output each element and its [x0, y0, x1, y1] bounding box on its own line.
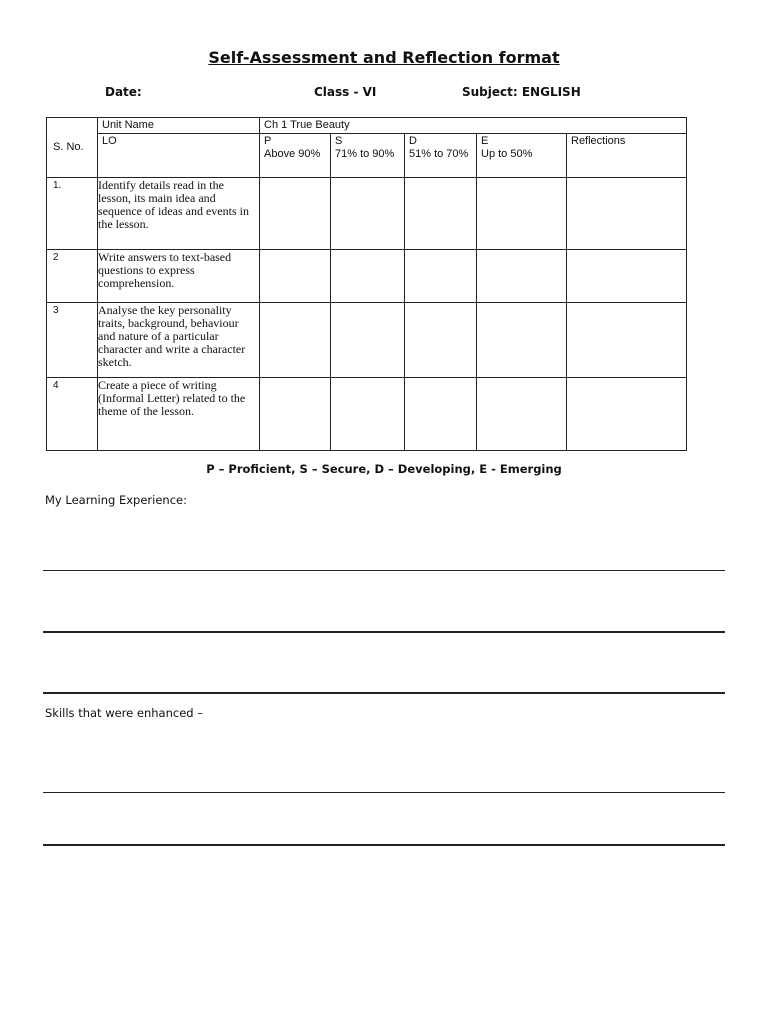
- subject-label: Subject: ENGLISH: [462, 85, 581, 99]
- writing-line[interactable]: [43, 570, 725, 571]
- table-row: [47, 178, 687, 250]
- p-cell[interactable]: [260, 303, 331, 378]
- lo-header: LO: [98, 134, 260, 178]
- e-cell[interactable]: [477, 250, 567, 303]
- level-range: Up to 50%: [481, 148, 533, 160]
- writing-line[interactable]: [43, 631, 725, 633]
- page-title: Self-Assessment and Reflection format: [208, 48, 560, 67]
- s-cell[interactable]: [331, 178, 405, 250]
- s-cell[interactable]: [331, 250, 405, 303]
- table-row: [47, 303, 687, 378]
- p-cell[interactable]: [260, 250, 331, 303]
- writing-line[interactable]: [43, 844, 725, 846]
- level-range: Above 90%: [264, 148, 321, 160]
- level-header-d: [405, 134, 477, 178]
- level-range: 71% to 90%: [335, 148, 395, 160]
- e-cell[interactable]: [477, 178, 567, 250]
- writing-line[interactable]: [43, 692, 725, 694]
- level-legend: P – Proficient, S – Secure, D – Developing, E - Emerging: [206, 462, 562, 476]
- row-sno: 4: [47, 378, 98, 451]
- row-lo: Create a piece of writing (Informal Letter) related to the theme of the lesson.: [98, 378, 260, 451]
- unit-name-value: Ch 1 True Beauty: [260, 118, 687, 134]
- reflection-cell[interactable]: [567, 378, 687, 451]
- date-label: Date:: [105, 85, 142, 99]
- d-cell[interactable]: [405, 250, 477, 303]
- reflections-header: Reflections: [567, 134, 687, 178]
- unit-name-label: Unit Name: [98, 118, 260, 134]
- d-cell[interactable]: [405, 303, 477, 378]
- level-header-p: [260, 134, 331, 178]
- s-cell[interactable]: [331, 378, 405, 451]
- writing-line[interactable]: [43, 792, 725, 793]
- table-row: [47, 378, 687, 451]
- row-lo: Identify details read in the lesson, its main idea and sequence of ideas and events in the lesson.: [98, 178, 260, 250]
- e-cell[interactable]: [477, 378, 567, 451]
- row-sno: 2: [47, 250, 98, 303]
- reflection-cell[interactable]: [567, 303, 687, 378]
- reflection-cell[interactable]: [567, 178, 687, 250]
- level-header-e: [477, 134, 567, 178]
- row-lo: Write answers to text-based questions to express comprehension.: [98, 250, 260, 303]
- p-cell[interactable]: [260, 378, 331, 451]
- s-cell[interactable]: [331, 303, 405, 378]
- d-cell[interactable]: [405, 378, 477, 451]
- p-cell[interactable]: [260, 178, 331, 250]
- level-code: D: [409, 135, 417, 147]
- sno-header: S. No.: [47, 118, 98, 178]
- learning-experience-label: My Learning Experience:: [45, 493, 187, 507]
- assessment-table: [46, 117, 687, 451]
- level-code: E: [481, 135, 489, 147]
- d-cell[interactable]: [405, 178, 477, 250]
- skills-enhanced-label: Skills that were enhanced –: [45, 706, 203, 720]
- level-code: P: [264, 135, 272, 147]
- level-header-s: [331, 134, 405, 178]
- class-label: Class - VI: [314, 85, 377, 99]
- row-lo: Analyse the key personality traits, background, behaviour and nature of a particular character and write a character sketch.: [98, 303, 260, 378]
- level-range: 51% to 70%: [409, 148, 469, 160]
- table-row: [47, 250, 687, 303]
- level-code: S: [335, 135, 343, 147]
- e-cell[interactable]: [477, 303, 567, 378]
- row-sno: 3: [47, 303, 98, 378]
- row-sno: 1.: [47, 178, 98, 250]
- reflection-cell[interactable]: [567, 250, 687, 303]
